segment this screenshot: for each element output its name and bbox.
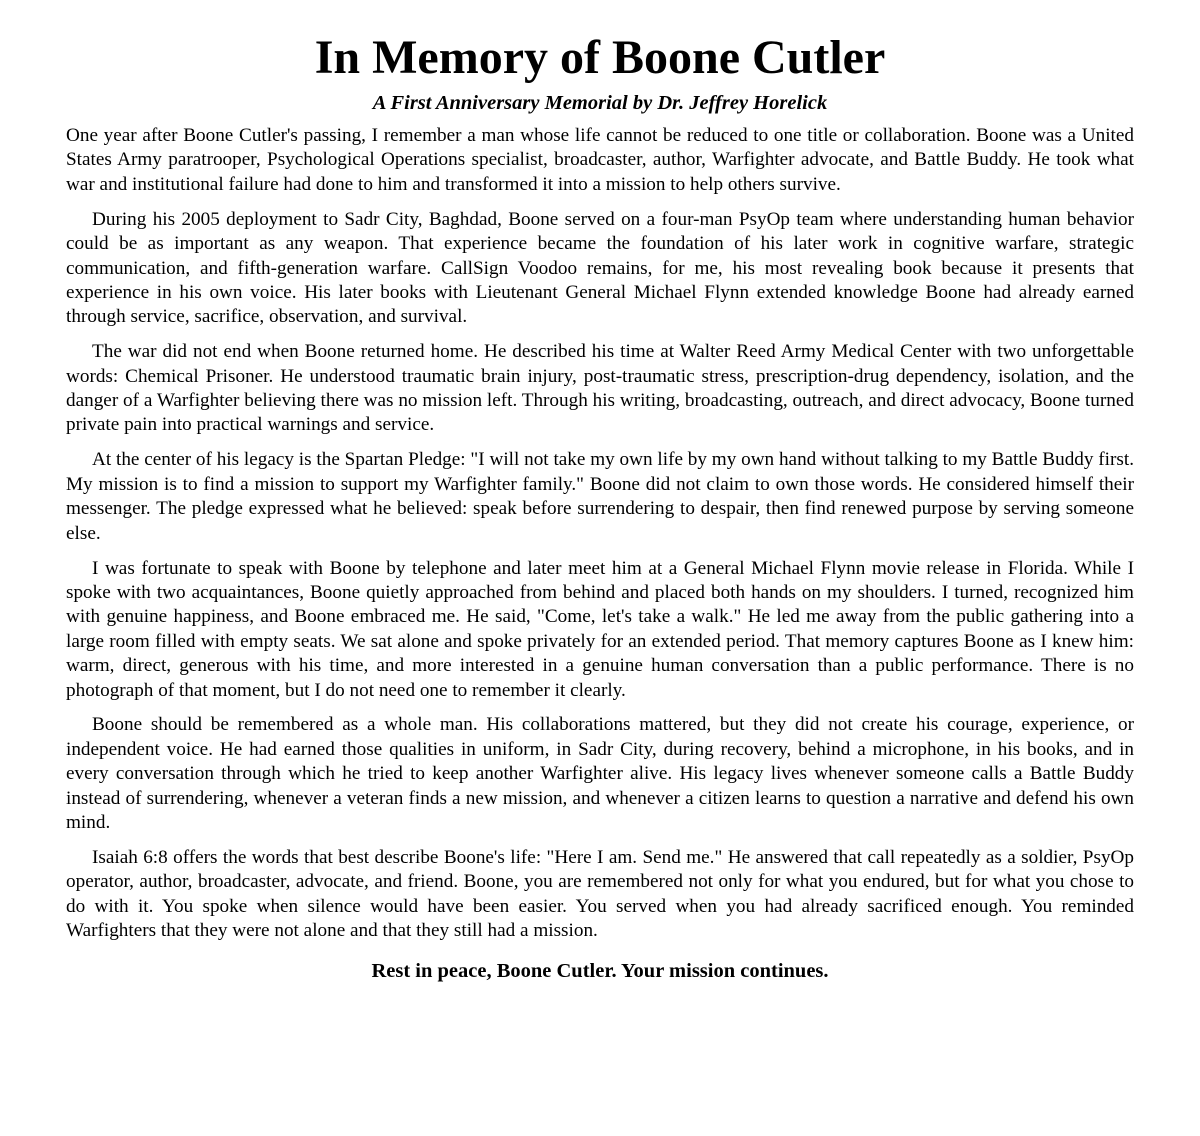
document-title: In Memory of Boone Cutler	[314, 31, 886, 84]
paragraph-homecoming: The war did not end when Boone returned home. He described his time at Walter Reed Army Medical Center with two unforgettable words: Chemical Prisoner. He understood traumatic brain injury, post-traumatic stress, prescription-drug dependency, isolation, and the danger of a Warfighter believing there was no mission left. Through his writing, broadcasting, outreach, and direct advocacy, Boone turned private pain into practical warnings and service.	[66, 341, 1134, 436]
closing-line: Rest in peace, Boone Cutler. Your mission continues.	[371, 959, 829, 982]
paragraph-intro: One year after Boone Cutler's passing, I remember a man whose life cannot be reduced to one title or collaboration. Boone was a United States Army paratrooper, Psychological Operations specialist, broadcaster, author, Warfighter advocate, and Battle Buddy. He took what war and institutional failure had done to him and transformed it into a mission to help others survive.	[66, 125, 1134, 195]
paragraph-personal-memory: I was fortunate to speak with Boone by telephone and later meet him at a General Michael Flynn movie release in Florida. While I spoke with two acquaintances, Boone quietly approached from behind and placed both hands on my shoulders. I turned, recognized him with genuine happiness, and Boone embraced me. He said, "Come, let's take a walk." He led me away from the public gathering into a large room filled with empty seats. We sat alone and spoke privately for an extended period. That memory captures Boone as I knew him: warm, direct, generous with his time, and more interested in a genuine human conversation than a public performance. There is no photograph of that moment, but I do not need one to remember it clearly.	[66, 557, 1134, 701]
paragraph-deployment: During his 2005 deployment to Sadr City, Baghdad, Boone served on a four-man PsyOp team where understanding human behavior could be as important as any weapon. That experience became the foundation of his later work in cognitive warfare, strategic communication, and fifth-generation warfare. CallSign Voodoo remains, for me, his most revealing book because it presents that experience in his own voice. His later books with Lieutenant General Michael Flynn extended knowledge Boone had already earned through service, sacrifice, observation, and survival.	[66, 208, 1134, 328]
memorial-body	[66, 124, 1134, 944]
paragraph-isaiah: Isaiah 6:8 offers the words that best describe Boone's life: "Here I am. Send me." He answered that call repeatedly as a soldier, PsyOp operator, author, broadcaster, advocate, and friend. Boone, you are remembered not only for what you endured, but for what you chose to do with it. You spoke when silence would have been easier. You served when you had already sacrificed enough. You reminded Warfighters that they were not alone and that they still had a mission.	[66, 846, 1134, 942]
paragraph-spartan-pledge: At the center of his legacy is the Spartan Pledge: "I will not take my own life by my own hand without talking to my Battle Buddy first. My mission is to find a mission to support my Warfighter family." Boone did not claim to own those words. He considered himself their messenger. The pledge expressed what he believed: speak before surrendering to despair, then find renewed purpose by serving someone else.	[66, 449, 1134, 544]
document-subtitle: A First Anniversary Memorial by Dr. Jeffrey Horelick	[372, 92, 828, 114]
paragraph-whole-man: Boone should be remembered as a whole man. His collaborations mattered, but they did not create his courage, experience, or independent voice. He had earned those qualities in uniform, in Sadr City, during recovery, behind a microphone, in his books, and in every conversation through which he tried to keep another Warfighter alive. His legacy lives whenever someone calls a Battle Buddy instead of surrendering, whenever a veteran finds a new mission, and whenever a citizen learns to question a narrative and defend his own mind.	[66, 714, 1134, 834]
